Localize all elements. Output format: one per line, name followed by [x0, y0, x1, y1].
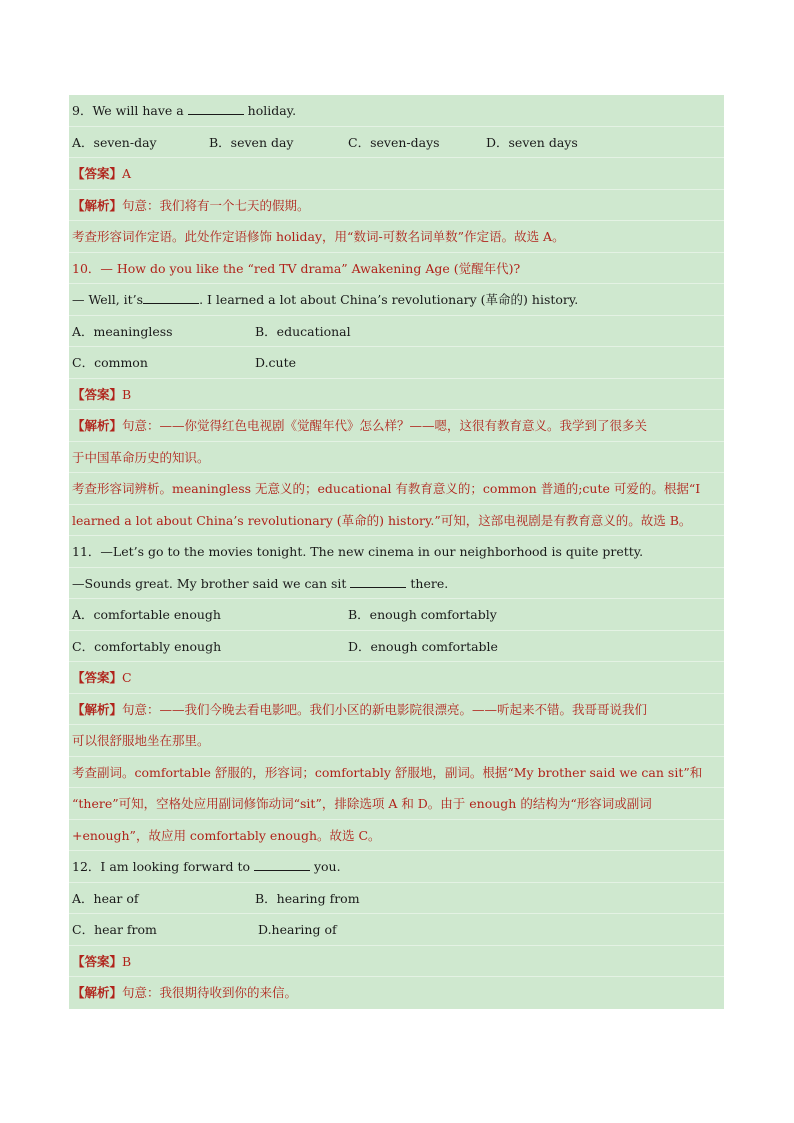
option-d: D.cute [255, 355, 297, 370]
question-11-answer [69, 662, 724, 694]
question-11-stem: 11．—Let’s go to the movies tonight. The new cinema in our neighborhood is quite pretty. [69, 536, 724, 568]
answer-tag: 【答案】 [72, 166, 123, 181]
answer-tag: 【答案】 [72, 670, 123, 685]
answer-blank [188, 102, 244, 115]
option-c: C．comfortably enough [72, 638, 222, 654]
answer-value: B [122, 386, 132, 402]
answer-value: C [122, 670, 132, 685]
option-c: C．hear from [72, 922, 157, 937]
option-d: D.hearing of [258, 922, 337, 937]
question-11-explanation-cont-2: +enough”，故应用 comfortably enough。故选 C。 [69, 820, 724, 852]
option-a: A．meaningless [72, 323, 173, 339]
option-a: A．comfortable enough [72, 607, 221, 622]
question-11-analysis-cont: 可以很舒服地坐在那里。 [69, 725, 724, 757]
analysis-tag: 【解析】 [72, 197, 123, 213]
option-a: A．seven-day [72, 134, 157, 150]
question-11-explanation-cont: “there”可知，空格处应用副词修饰动词“sit”，排除选项 A 和 D。由于 enough 的结构为“形容词或副词 [69, 788, 724, 820]
question-10-answer [69, 379, 724, 411]
question-9-options [69, 127, 724, 159]
analysis-tag: 【解析】 [72, 985, 123, 1000]
answer-tag: 【答案】 [72, 386, 123, 402]
answer-blank [143, 291, 199, 304]
question-10-reply: — Well, it’s . I learned a lot about China’s revolutionary (革命的) history. [69, 284, 724, 316]
question-10-explanation: 考查形容词辨析。meaningless 无意义的；educational 有教育意义的；common 普通的;cute 可爱的。根据“I [69, 473, 724, 505]
answer-value: A [122, 166, 132, 181]
question-11-options-row-1 [69, 599, 724, 631]
question-9-stem: 9．We will have a holiday. [69, 95, 724, 127]
question-12-options-row-2 [69, 914, 724, 946]
question-sheet [69, 95, 724, 1009]
option-b: B．enough comfortably [348, 607, 497, 622]
question-10-analysis-cont: 于中国革命历史的知识。 [69, 442, 724, 474]
question-10-options-row-2 [69, 347, 724, 379]
question-10-analysis: 【解析】句意：——你觉得红色电视剧《觉醒年代》怎么样？——嗯，这很有教育意义。我学到了很多关 [69, 410, 724, 442]
question-9-answer [69, 158, 724, 190]
question-10-stem: 10．— How do you like the “red TV drama” Awakening Age (觉醒年代)? [69, 253, 724, 285]
question-12-stem: 12．I am looking forward to you. [69, 851, 724, 883]
answer-blank [350, 575, 406, 588]
question-11-analysis: 【解析】句意：——我们今晚去看电影吧。我们小区的新电影院很漂亮。——听起来不错。我哥哥说我们 [69, 694, 724, 726]
question-10-options-row-1 [69, 316, 724, 348]
analysis-tag: 【解析】 [72, 701, 123, 717]
question-12-analysis: 【解析】句意：我很期待收到你的来信。 [72, 985, 298, 1000]
question-11-reply: —Sounds great. My brother said we can sit there. [69, 568, 724, 600]
question-11-explanation: 考查副词。comfortable 舒服的，形容词；comfortably 舒服地，副词。根据“My brother said we can sit”和 [69, 757, 724, 789]
option-d: D．seven days [486, 134, 578, 150]
answer-tag: 【答案】 [72, 953, 123, 969]
option-b: B．educational [255, 323, 351, 339]
option-d: D．enough comfortable [348, 638, 498, 654]
option-b: B．hearing from [255, 890, 360, 906]
option-c: C．common [72, 355, 148, 370]
analysis-tag: 【解析】 [72, 418, 123, 433]
question-10-explanation-cont: learned a lot about China’s revolutionary (革命的) history.”可知，这部电视剧是有教育意义的。故选 B。 [69, 505, 724, 537]
question-11-options-row-2 [69, 631, 724, 663]
answer-blank [254, 858, 310, 871]
option-c: C．seven-days [348, 134, 440, 150]
option-a: A．hear of [72, 890, 139, 906]
question-12-answer [69, 946, 724, 978]
question-12-options-row-1 [69, 883, 724, 915]
option-b: B．seven day [209, 134, 294, 150]
answer-value: B [122, 953, 132, 969]
question-9-analysis: 【解析】句意：我们将有一个七天的假期。 [69, 190, 724, 222]
question-9-explanation: 考查形容词作定语。此处作定语修饰 holiday，用“数词-可数名词单数”作定语。故选 A。 [69, 221, 724, 253]
